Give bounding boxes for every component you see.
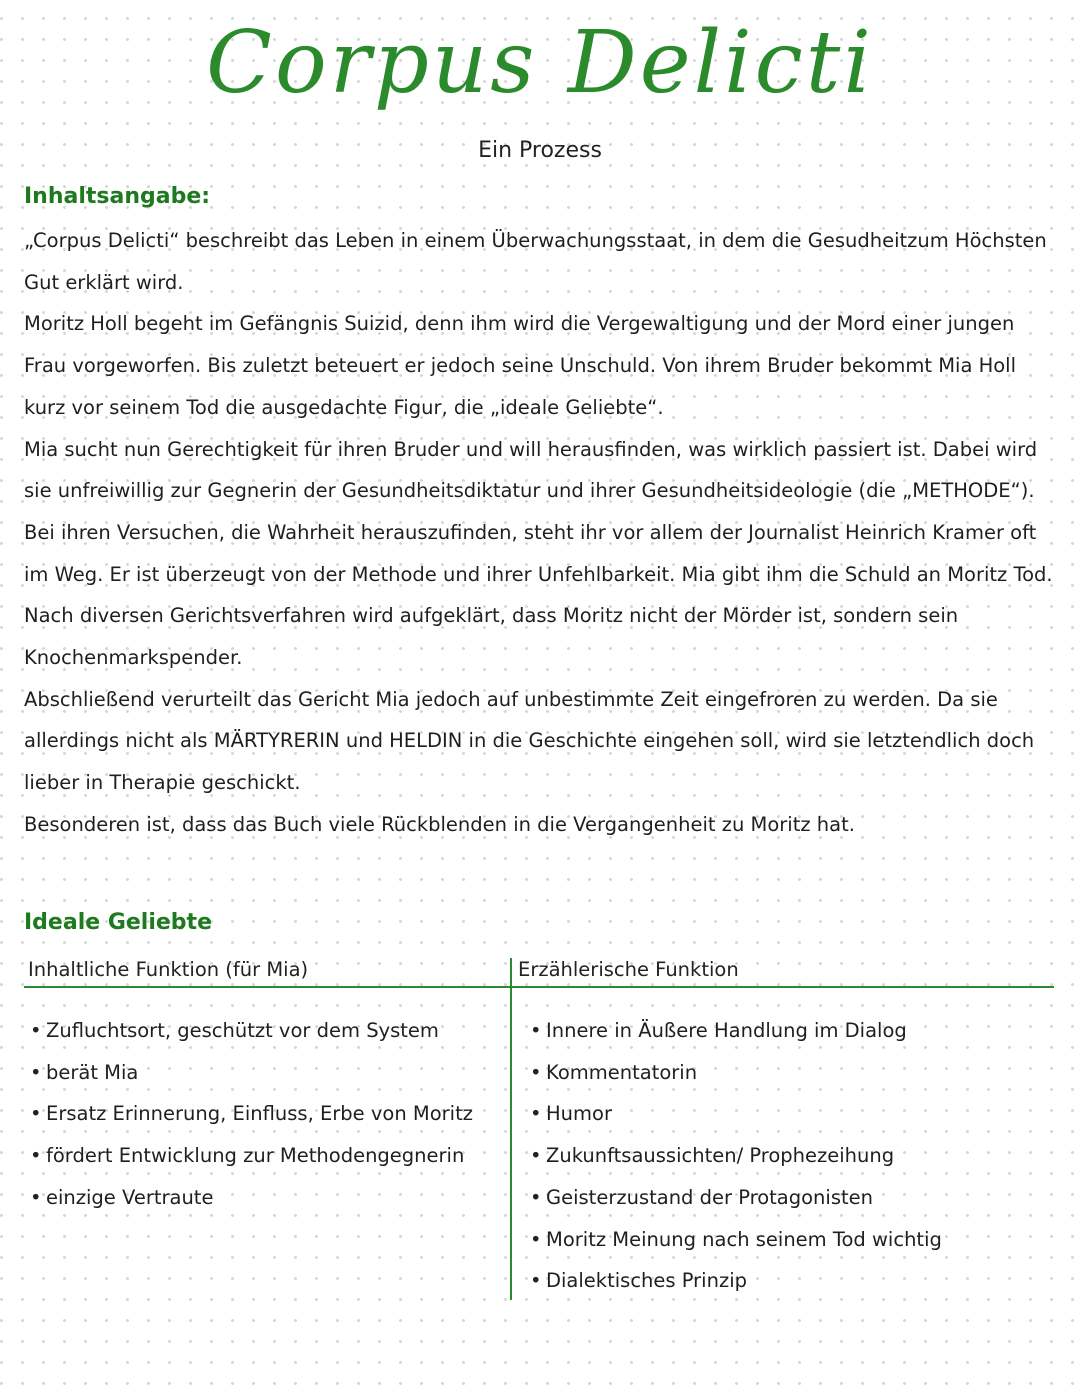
summary-paragraph: Besonderen ist, dass das Buch viele Rückblenden in die Vergangenheit zu Moritz hat. — [24, 812, 855, 836]
bullet-icon: • — [530, 1019, 542, 1042]
bullet-icon: • — [530, 1227, 542, 1251]
summary-text — [24, 220, 1054, 846]
summary-paragraph: Mia sucht nun Gerechtigkeit für ihren Bruder und will herausfinden, was wirklich passiert ist. Dabei wird sie unfreiwillig zur Gegnerin der Gesundheitsdiktatur und ihrer Gesundheitsideologie (die „METHODE“). Bei ihren Versuchen, die Wahrheit herauszufinden, steht ihr vor allem der Journalist Heinrich Kramer oft im Weg. Er ist überzeugt von der Methode und ihrer Unfehlbarkeit. Mia gibt ihm die Schuld an Moritz Tod. Nach diversen Gerichtsverfahren wird aufgeklärt, dass Moritz nicht der Mörder ist, sondern sein Knochenmarkspender. — [24, 437, 1053, 670]
bullet-icon: • — [530, 1144, 542, 1168]
list-item: • Zufluchtsort, geschützt vor dem System — [28, 1010, 498, 1052]
column-divider — [510, 958, 512, 1300]
header-rule — [24, 986, 1054, 988]
list-item: • Dialektisches Prinzip — [528, 1260, 1048, 1302]
list-item: • Kommentatorin — [528, 1052, 1048, 1094]
list-item: • fördert Entwicklung zur Methodengegnerin — [28, 1135, 498, 1177]
list-item: • berät Mia — [28, 1052, 498, 1094]
page-subtitle: Ein Prozess — [478, 138, 602, 163]
list-item: • Humor — [528, 1093, 1048, 1135]
summary-paragraph: Abschließend verurteilt das Gericht Mia jedoch auf unbestimmte Zeit eingefroren zu werden. Da sie allerdings nicht als MÄRTYRERIN und HELDIN in die Geschichte eingehen soll, wird sie letztendlich doch lieber in Therapie geschickt. — [24, 687, 1035, 795]
list-item: • Zukunftsaussichten/ Prophezeihung — [528, 1135, 1048, 1177]
list-item: • Innere in Äußere Handlung im Dialog — [528, 1010, 1048, 1052]
ideal-heading: Ideale Geliebte — [24, 910, 212, 935]
bullet-icon: • — [530, 1102, 542, 1126]
page-title: Corpus Delicti — [206, 13, 874, 113]
list-item: • Moritz Meinung nach seinem Tod wichtig — [528, 1219, 1048, 1261]
list-item: • Geisterzustand der Protagonisten — [528, 1177, 1048, 1219]
bullet-icon: • — [530, 1060, 542, 1084]
bullet-icon: • — [530, 1185, 542, 1209]
bullet-icon: • — [30, 1144, 42, 1168]
list-item: • Ersatz Erinnerung, Einfluss, Erbe von Moritz — [28, 1093, 498, 1135]
right-bullet-list — [528, 1010, 1048, 1302]
bullet-icon: • — [30, 1019, 42, 1042]
function-table — [24, 952, 1054, 1302]
summary-heading: Inhaltsangabe: — [24, 184, 211, 209]
left-bullet-list — [28, 1010, 498, 1219]
bullet-icon: • — [30, 1185, 42, 1209]
bullet-icon: • — [530, 1269, 542, 1293]
bullet-icon: • — [30, 1060, 42, 1084]
bullet-icon: • — [30, 1102, 42, 1126]
summary-paragraph: „Corpus Delicti“ beschreibt das Leben in einem Überwachungsstaat, in dem die Gesudheitzum Höchsten Gut erklärt wird. — [24, 229, 1047, 294]
right-column-header: Erzählerische Funktion — [518, 958, 739, 981]
summary-paragraph: Moritz Holl begeht im Gefängnis Suizid, denn ihm wird die Vergewaltigung und der Mord einer jungen Frau vorgeworfen. Bis zuletzt beteuert er jedoch seine Unschuld. Von ihrem Bruder bekommt Mia Holl kurz vor seinem Tod die ausgedachte Figur, die „ideale Geliebte“. — [24, 312, 1017, 419]
left-column-header: Inhaltliche Funktion (für Mia) — [28, 958, 309, 981]
list-item: • einzige Vertraute — [28, 1177, 498, 1219]
